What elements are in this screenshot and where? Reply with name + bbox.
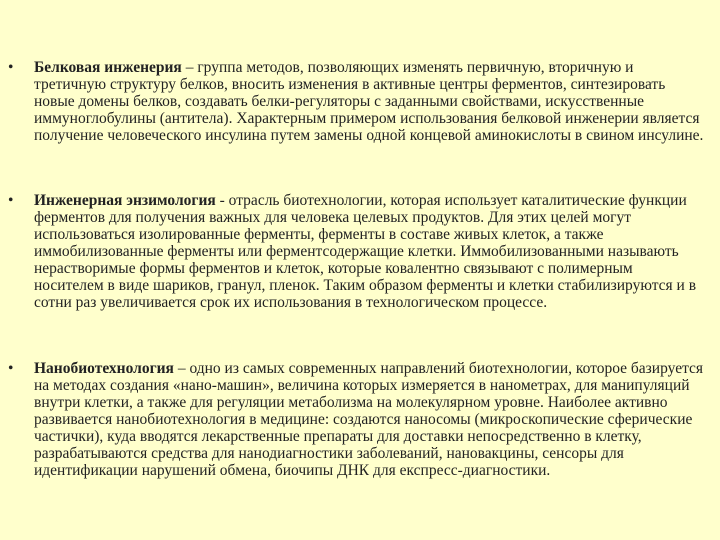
bullet-marker: • — [8, 192, 14, 209]
paragraph-protein-engineering — [34, 59, 706, 144]
definition-nanobiotechnology: – одно из самых современных направлений биотехнологии, которое базируется на методах создания «нано-машин», величина которых измеряется в нанометрах, для манипуляций внутри клетки, а также для регуляции метаболизма на молекулярном уровне. Наиболее активно развивается нанобиотехнология в медицине: создаются наносомы (микроскопические сферические частички), куда вводятся лекарственные препараты для доставки непосредственно в клетку, разрабатываются средства для нанодиагностики заболеваний, нановакцины, сенсоры для идентификации нарушений обмена, биочипы ДНК для експресс-диагностики. — [34, 360, 704, 479]
term-nanobiotechnology: Нанобиотехнология — [34, 360, 174, 377]
term-engineering-enzymology: Инженерная энзимология — [34, 192, 216, 209]
paragraph-nanobiotechnology — [34, 360, 706, 479]
paragraph-engineering-enzymology — [34, 192, 706, 311]
bullet-marker: • — [8, 360, 14, 377]
bullet-marker: • — [8, 59, 14, 76]
definition-engineering-enzymology: - отрасль биотехнологии, которая использует каталитические функции ферментов для получения важных для человека целевых продуктов. Для этих целей могут использоваться изолированные ферменты, ферменты в составе живых клеток, а также иммобилизованные ферменты или ферментсодержащие клетки. Иммобилизованными называють нерастворимые формы ферментов и клеток, которые ковалентно связывают с полимерным носителем в виде шариков, гранул, пленок. Таким образом ферменты и клетки стабилизируются и в сотни раз увеличивается срок их использования в технологическом процессе. — [34, 192, 697, 311]
term-protein-engineering: Белковая инженерия — [34, 59, 182, 76]
definition-protein-engineering: – группа методов, позволяющих изменять первичную, вторичную и третичную структуру белков, вносить изменения в активные центры ферментов, синтезировать новые домены белков, создавать белки-регуляторы с заданными свойствами, искусственные иммуноглобулины (антитела). Характерным примером использования белковой инженерии является получение человеческого инсулина путем замены одной концевой аминокислоты в свином инсулине. — [34, 59, 704, 144]
